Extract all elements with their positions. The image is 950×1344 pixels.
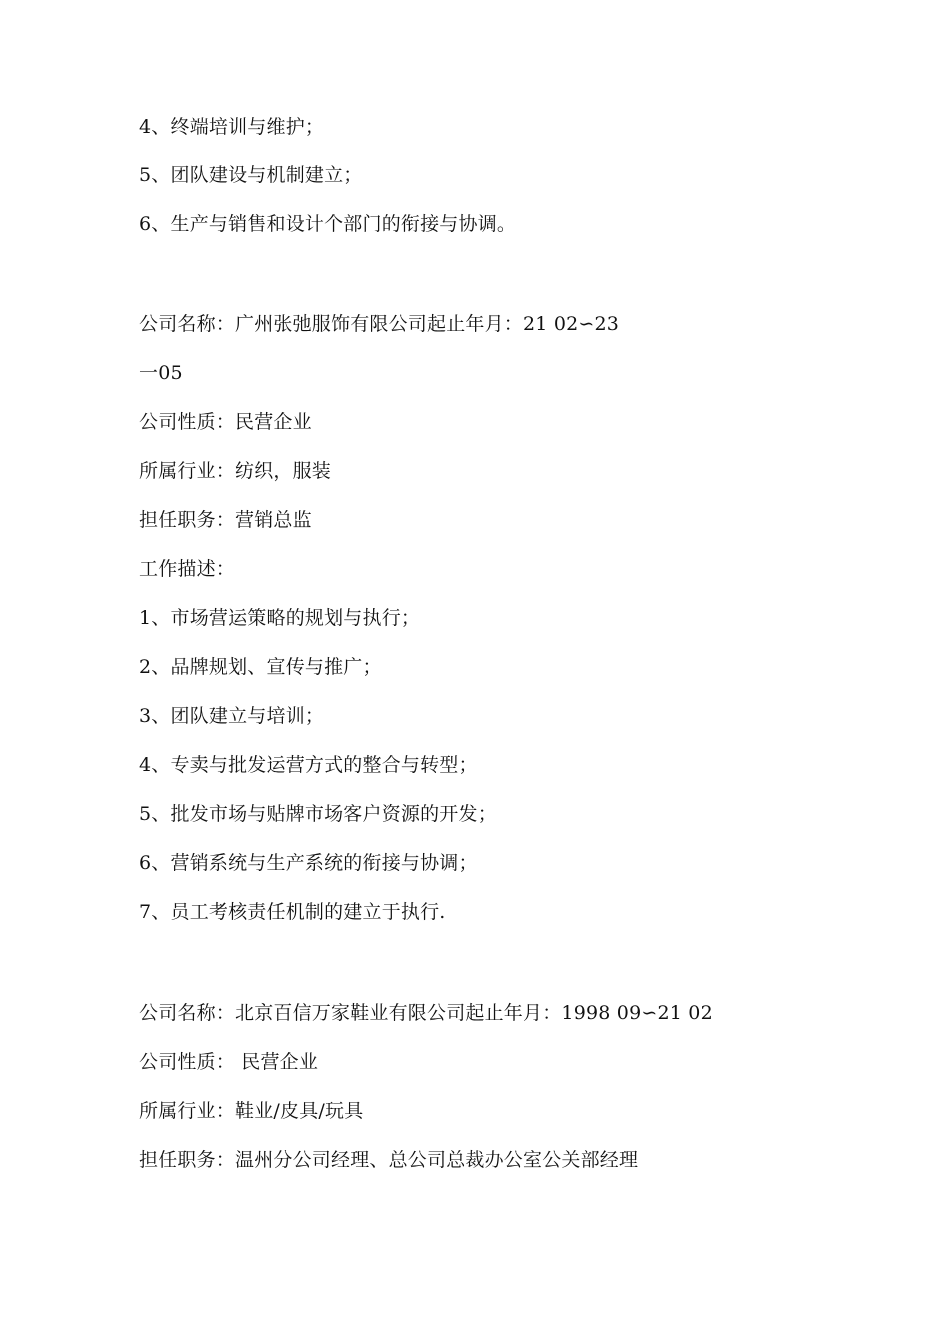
job-position: 担任职务：温州分公司经理、总公司总裁办公室公关部经理 xyxy=(139,1149,639,1171)
list-item: 5、批发市场与贴牌市场客户资源的开发； xyxy=(139,803,497,825)
list-item: 7、员工考核责任机制的建立于执行. xyxy=(139,901,446,923)
list-item: 5、团队建设与机制建立； xyxy=(139,164,363,186)
company-name-line: 公司名称：北京百信万家鞋业有限公司起止年月：1998 09∽21 02 xyxy=(139,1002,713,1024)
list-item: 4、终端培训与维护； xyxy=(139,116,325,138)
company-name-line: 公司名称：广州张弛服饰有限公司起止年月：21 02∽23 xyxy=(139,313,620,335)
company-nature: 公司性质： 民营企业 xyxy=(139,1051,319,1073)
company-industry: 所属行业：鞋业/皮具/玩具 xyxy=(139,1100,364,1122)
list-item: 3、团队建立与培训； xyxy=(139,705,325,727)
list-item: 6、生产与销售和设计个部门的衔接与协调。 xyxy=(139,213,517,235)
company-nature: 公司性质：民营企业 xyxy=(139,411,312,433)
list-item: 2、品牌规划、宣传与推广； xyxy=(139,656,382,678)
list-item: 1、市场营运策略的规划与执行； xyxy=(139,607,421,629)
job-description-label: 工作描述： xyxy=(139,558,236,580)
list-item: 4、专卖与批发运营方式的整合与转型； xyxy=(139,754,478,776)
company-period-continuation: 一05 xyxy=(139,362,183,384)
company-industry: 所属行业：纺织，服装 xyxy=(139,460,332,482)
job-position: 担任职务：营销总监 xyxy=(139,509,312,531)
list-item: 6、营销系统与生产系统的衔接与协调； xyxy=(139,852,478,874)
